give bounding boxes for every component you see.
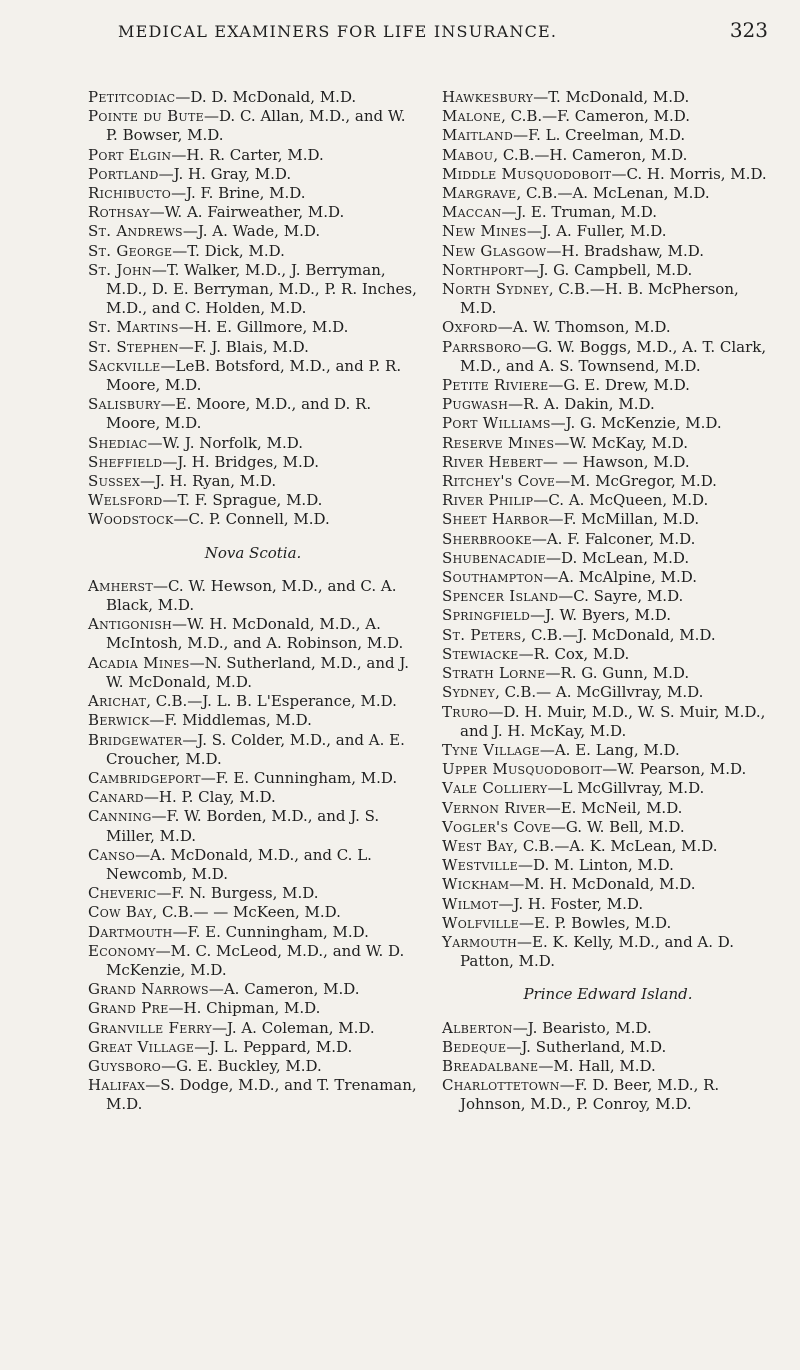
examiner-entry [442,587,774,606]
place-name: St. Andrews [88,222,183,241]
examiner-names: —H. R. Carter, M.D. [171,145,324,164]
examiner-entry [442,395,774,414]
examiner-entry [442,799,774,818]
place-name: Great Village [88,1037,195,1056]
place-name: Canning [88,807,152,826]
place-name: Ritchey's Cove [442,472,556,491]
examiner-names: —G. E. Drew, M.D. [548,376,690,395]
place-name: Canso [88,845,136,864]
examiner-names: —E. Moore, M.D., and D. R. Moore, M.D. [106,395,372,433]
examiner-entry [442,818,774,837]
place-name: Portland [88,164,159,183]
examiner-names: —G. E. Buckley, M.D. [161,1056,322,1075]
examiner-names: —D. M. Linton, M.D. [517,856,674,875]
examiner-entry [88,146,418,165]
place-name: Oxford [442,318,498,337]
place-name: Cheveric [88,884,157,903]
examiner-names: —C. W. Hewson, M.D., and C. A. Black, M.D. [106,576,397,615]
examiner-entry [88,654,418,692]
place-name: Sackville [88,356,161,375]
examiner-names: —A. Cameron, M.D. [208,980,360,999]
examiner-entry [442,933,774,971]
examiner-names: , C.B.—J. L. B. L'Esperance, M.D. [146,692,397,711]
examiner-entry [88,980,418,999]
examiner-names: —C. Sayre, M.D. [558,587,684,606]
examiner-entry [442,895,774,914]
examiner-names: —E. K. Kelly, M.D., and A. D. Patton, M.D. [460,932,735,971]
place-name: Springfield [442,606,531,625]
examiner-names: —F. J. Blais, M.D. [178,337,309,356]
examiner-entry [442,856,774,875]
place-name: River Philip [442,491,534,510]
place-name: Woodstock [88,510,174,529]
place-name: Margrave [442,184,517,203]
examiner-entry [442,222,774,241]
place-name: Berwick [88,711,150,730]
examiner-entry [88,165,418,184]
examiner-entry [88,1057,418,1076]
running-title: MEDICAL EXAMINERS FOR LIFE INSURANCE. [118,22,558,41]
examiner-entry [88,942,418,980]
examiner-entry [442,914,774,933]
examiner-entry [442,510,774,529]
examiner-names: —M. H. McDonald, M.D. [509,875,696,894]
examiner-entry [88,692,418,711]
examiner-names: —M. C. McLeod, M.D., and W. D. McKenzie, M.D. [106,941,405,979]
examiner-entry [442,779,774,798]
examiner-entry [442,606,774,625]
place-name: Cambridgeport [88,768,201,787]
examiner-names: —M. McGregor, M.D. [555,472,717,491]
examiner-entry [88,999,418,1018]
examiner-entry [442,1076,774,1114]
examiner-entry [88,203,418,222]
examiner-entry [88,434,418,453]
place-name: Port Williams [442,414,551,433]
examiner-names: —J. G. McKenzie, M.D. [550,414,722,433]
examiner-entry [442,491,774,510]
examiner-names: —R. Cox, M.D. [518,644,630,663]
place-name: Vernon River [442,798,546,817]
place-name: Grand Pre [88,999,169,1018]
examiner-names: —A. F. Falconer, M.D. [531,529,696,548]
examiner-names: —D. D. McDonald, M.D. [175,88,357,106]
examiner-entry [442,741,774,760]
examiner-names: —T. McDonald, M.D. [533,88,690,106]
left-column [88,88,418,1115]
place-name: St. John [88,260,152,279]
examiner-entry [88,357,418,395]
place-name: Maitland [442,126,514,145]
examiner-names: —D. McLean, M.D. [545,548,690,567]
examiner-names: —J. A. Wade, M.D. [182,222,321,241]
examiner-names: —J. W. Byers, M.D. [530,606,672,625]
examiner-entry [442,683,774,702]
examiner-entry [88,472,418,491]
examiner-entry [88,242,418,261]
examiner-entry [88,731,418,769]
examiner-names: , C.B.— — McKeen, M.D. [152,903,341,922]
examiner-names: —J. S. Colder, M.D., and A. E. Croucher, M.D. [106,730,405,768]
place-name: Grand Narrows [88,980,209,999]
examiner-names: —F. McMillan, M.D. [548,510,700,529]
place-name: Antigonish [88,615,173,634]
right-column [442,88,774,1115]
examiner-names: —J. H. Gray, M.D. [158,164,292,183]
place-name: Hawkesbury [442,88,534,106]
examiner-entry [442,1057,774,1076]
examiner-names: —J. A. Coleman, M.D. [211,1018,375,1037]
place-name: Acadia Mines [88,653,190,672]
examiner-names: —E. McNeil, M.D. [545,798,683,817]
examiner-names: —J. G. Campbell, M.D. [523,260,693,279]
examiner-names: — — Hawson, M.D. [542,452,690,471]
place-name: Sheffield [88,452,163,471]
place-name: Wilmot [442,894,499,913]
place-name: Yarmouth [442,932,518,951]
examiner-names: , C.B.—F. Cameron, M.D. [501,107,691,126]
place-name: Granville Ferry [88,1018,212,1037]
examiner-names: —F. W. Borden, M.D., and J. S. Miller, M.D. [106,807,380,845]
examiner-entry [88,1076,418,1114]
examiner-entry [442,434,774,453]
place-name: Wolfville [442,913,520,932]
place-name: St. Peters [442,625,522,644]
examiner-names: —F. Middlemas, M.D. [149,711,312,730]
examiner-entry [442,107,774,126]
place-name: St. Martins [88,318,179,337]
place-name: Southampton [442,568,544,587]
examiner-entry [88,577,418,615]
examiner-names: , C.B.— A. McGillvray, M.D. [495,683,704,702]
place-name: Spencer Island [442,587,559,606]
examiner-entry [442,760,774,779]
examiner-entry [442,472,774,491]
examiner-names: —J. F. Brine, M.D. [171,184,306,203]
place-name: Economy [88,941,156,960]
examiner-entry [88,903,418,922]
place-name: Halifax [88,1076,146,1095]
examiner-entry [88,395,418,433]
place-name: Canard [88,788,144,807]
examiner-names: —T. F. Sprague, M.D. [162,491,323,510]
examiner-entry [442,453,774,472]
place-name: Shediac [88,433,148,452]
place-name: Strath Lorne [442,664,546,683]
place-name: Sydney [442,683,496,702]
examiner-entry [88,453,418,472]
examiner-names: —J. H. Foster, M.D. [498,894,644,913]
place-name: Sherbrooke [442,529,532,548]
examiner-entry [88,338,418,357]
examiner-names: —J. H. Ryan, M.D. [140,472,277,491]
examiner-names: —J. H. Bridges, M.D. [162,452,320,471]
place-name: Maccan [442,203,502,222]
place-name: Parrsboro [442,337,522,356]
place-name: Arichat [88,692,147,711]
examiner-entry [442,664,774,683]
examiner-names: —J. Bearisto, M.D. [512,1018,652,1037]
place-name: Shubenacadie [442,548,546,567]
examiner-entry [442,126,774,145]
examiner-names: —C. H. Morris, M.D. [611,164,767,183]
examiner-entry [442,165,774,184]
place-name: Dartmouth [88,922,173,941]
examiner-names: —E. P. Bowles, M.D. [519,913,672,932]
examiner-entry [442,338,774,376]
page-number: 323 [729,18,768,42]
place-name: Alberton [442,1018,513,1037]
examiner-entry [442,261,774,280]
examiner-names: —F. N. Burgess, M.D. [156,884,319,903]
place-name: Upper Musquodoboit [442,760,603,779]
examiner-names: —J. L. Peppard, M.D. [194,1037,353,1056]
examiner-names: —T. Walker, M.D., J. Berryman, M.D., D. E. Berryman, M.D., P. R. Inches, M.D., and C. Holden, M.D. [106,260,417,318]
place-name: Tyne Village [442,740,540,759]
place-name: North Sydney [442,280,549,299]
examiner-names: —G. W. Boggs, M.D., A. T. Clark, M.D., and A. S. Townsend, M.D. [460,337,767,375]
examiner-names: —S. Dodge, M.D., and T. Trenaman, M.D. [106,1076,417,1114]
examiner-names: —D. H. Muir, M.D., W. S. Muir, M.D., and J. H. McKay, M.D. [460,702,766,740]
place-name: Breadalbane [442,1056,539,1075]
examiner-names: —F. D. Beer, M.D., R. Johnson, M.D., P. Conroy, M.D. [460,1076,720,1114]
examiner-names: —A. W. Thomson, M.D. [497,318,671,337]
examiner-entry [442,875,774,894]
place-name: Sheet Harbor [442,510,549,529]
examiner-entry [442,837,774,856]
place-name: Bedeque [442,1037,507,1056]
place-name: Richibucto [88,184,172,203]
examiner-entry [442,530,774,549]
place-name: Guysboro [88,1056,162,1075]
examiner-entry [88,222,418,241]
place-name: Cow Bay [88,903,153,922]
examiner-entry [442,146,774,165]
section-heading: Prince Edward Island. [523,985,693,1004]
examiner-entry [88,261,418,319]
examiner-names: —J. A. Fuller, M.D. [526,222,667,241]
place-name: Westville [442,856,518,875]
place-name: New Glasgow [442,241,547,260]
examiner-names: —H. Bradshaw, M.D. [546,241,705,260]
section-heading: Nova Scotia. [204,543,302,562]
place-name: River Hebert [442,452,543,471]
examiner-names: —R. G. Gunn, M.D. [545,664,690,683]
examiner-entry [442,549,774,568]
examiner-names: —A. McDonald, M.D., and C. L. Newcomb, M.D. [106,845,372,883]
examiner-names: —H. P. Clay, M.D. [143,788,276,807]
place-name: St. Stephen [88,337,179,356]
place-name: Reserve Mines [442,433,555,452]
examiner-names: —R. A. Dakin, M.D. [508,395,655,414]
examiner-entry [442,376,774,395]
place-name: Truro [442,702,489,721]
examiner-names: —J. Sutherland, M.D. [506,1037,667,1056]
examiner-entry [88,923,418,942]
place-name: Vogler's Cove [442,817,551,836]
place-name: Salisbury [88,395,161,414]
examiner-names: —W. Pearson, M.D. [602,760,747,779]
place-name: Pugwash [442,395,509,414]
examiner-entry [442,242,774,261]
examiner-entry [442,88,774,107]
place-name: West Bay [442,836,514,855]
examiner-entry [88,807,418,845]
examiner-entry [88,711,418,730]
examiner-entry [442,1019,774,1038]
examiner-entry [88,1019,418,1038]
place-name: St. George [88,241,173,260]
examiner-names: —F. E. Cunningham, M.D. [200,768,398,787]
place-name: Northport [442,260,524,279]
examiner-names: —G. W. Bell, M.D. [550,817,685,836]
place-name: Sussex [88,472,141,491]
examiner-entry [88,846,418,884]
examiner-names: —D. C. Allan, M.D., and W. P. Bowser, M.D. [106,107,406,145]
examiner-entry [442,203,774,222]
examiner-names: , C.B.—J. McDonald, M.D. [521,625,716,644]
examiner-entry [88,884,418,903]
examiner-entry [88,615,418,653]
examiner-entry [442,568,774,587]
examiner-names: —A. E. Lang, M.D. [539,740,680,759]
place-name: Pointe du Bute [88,107,204,126]
examiner-names: —N. Sutherland, M.D., and J. W. McDonald, M.D. [106,653,410,691]
examiner-entry [88,107,418,145]
examiner-names: , C.B.—A. McLenan, M.D. [516,184,710,203]
place-name: Rothsay [88,203,150,222]
examiner-entry [88,769,418,788]
examiner-names: , C.B.—H. Cameron, M.D. [493,145,688,164]
page-header [88,18,768,46]
examiner-names: —L McGillvray, M.D. [547,779,705,798]
examiner-names: —W. J. Norfolk, M.D. [147,433,303,452]
place-name: Port Elgin [88,145,172,164]
place-name: Welsford [88,491,163,510]
examiner-names: , C.B.—A. K. McLean, M.D. [513,836,718,855]
examiner-entry [442,184,774,203]
place-name: Middle Musquodoboit [442,164,612,183]
place-name: Petitcodiac [88,88,176,106]
place-name: Petite Riviere [442,376,549,395]
examiner-entry [88,491,418,510]
examiner-entry [442,318,774,337]
examiner-names: —J. E. Truman, M.D. [501,203,657,222]
place-name: Mabou [442,145,494,164]
examiner-entry [88,88,418,107]
examiner-entry [442,703,774,741]
place-name: Vale Colliery [442,779,548,798]
place-name: New Mines [442,222,527,241]
examiner-names: —A. McAlpine, M.D. [543,568,698,587]
examiner-entry [88,510,418,529]
examiner-entry [88,318,418,337]
examiner-names: —F. E. Cunningham, M.D. [172,922,369,941]
examiner-names: —F. L. Creelman, M.D. [513,126,686,145]
place-name: Wickham [442,875,510,894]
examiner-entry [442,280,774,318]
examiner-names: —T. Dick, M.D. [172,241,285,260]
examiner-names: —W. McKay, M.D. [554,433,688,452]
place-name: Charlottetown [442,1076,560,1095]
place-name: Stewiacke [442,644,519,663]
examiner-names: —H. E. Gillmore, M.D. [178,318,349,337]
place-name: Bridgewater [88,730,183,749]
examiner-names: , C.B.—H. B. McPherson, M.D. [460,280,739,318]
examiner-entry [88,1038,418,1057]
examiner-names: —W. A. Fairweather, M.D. [149,203,345,222]
examiner-names: —LeB. Botsford, M.D., and P. R. Moore, M.D. [106,356,402,395]
examiner-names: —M. Hall, M.D. [538,1056,656,1075]
examiner-entry [442,1038,774,1057]
place-name: Amherst [88,576,153,595]
examiner-names: —W. H. McDonald, M.D., A. McIntosh, M.D., and A. Robinson, M.D. [106,615,404,653]
examiner-names: —C. A. McQueen, M.D. [533,491,709,510]
examiner-entry [88,184,418,203]
place-name: Malone [442,107,502,126]
examiner-entry [442,414,774,433]
examiner-entry [88,788,418,807]
examiner-entry [442,645,774,664]
examiner-entry [442,626,774,645]
examiner-names: —C. P. Connell, M.D. [173,510,330,529]
examiner-names: —H. Chipman, M.D. [168,999,321,1018]
